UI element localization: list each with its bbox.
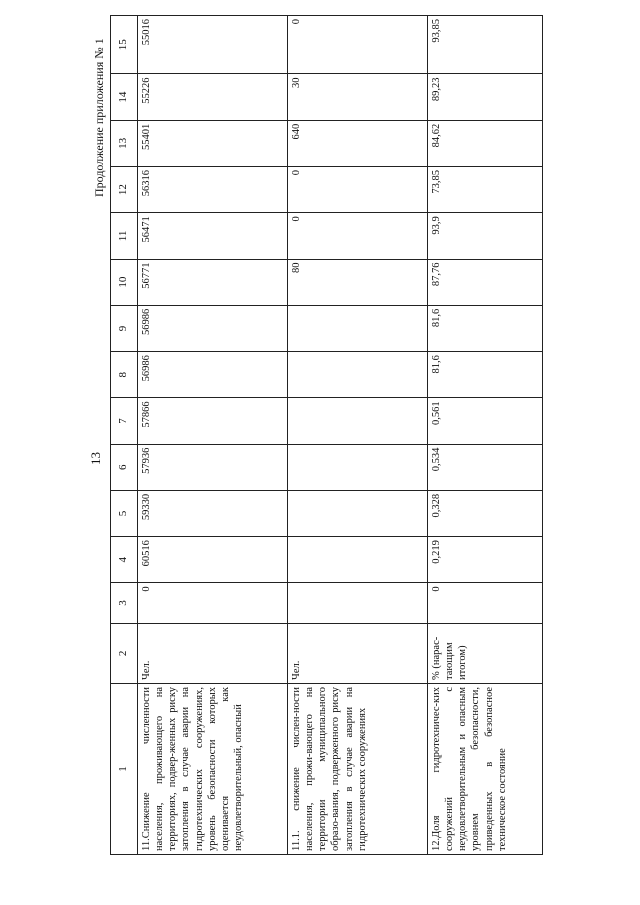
- unit-cell: % (нарас-тающим итогом): [428, 623, 543, 683]
- indicator-name: 12.Доля гидротехничес-ких сооружений с неудовлетворительным и опасным уровнем безопасности, приведенных в безопасное техническое состояние: [428, 683, 543, 854]
- value-cell: [288, 583, 428, 623]
- value-cell: 0: [288, 16, 428, 74]
- value-cell: [288, 490, 428, 536]
- value-cell: [288, 444, 428, 490]
- value-cell: 0,561: [428, 398, 543, 444]
- indicator-name: 11.Снижение численности населения, проживающего на территориях, подвер-женных риску затопления в случае аварии на гидротехнических сооружениях, уровень безопасности которых оценивается как неудовлетворительный, опасный: [138, 683, 288, 854]
- continuation-title: Продолжение приложения № 1: [92, 38, 106, 197]
- table-row: [138, 16, 288, 855]
- value-cell: 73,85: [428, 167, 543, 213]
- column-header-11: 11: [111, 213, 138, 259]
- value-cell: 640: [288, 120, 428, 166]
- value-cell: 60516: [138, 537, 288, 583]
- column-header-2: 2: [111, 623, 138, 683]
- column-header-7: 7: [111, 398, 138, 444]
- value-cell: 81,6: [428, 352, 543, 398]
- value-cell: 56986: [138, 352, 288, 398]
- value-cell: 57866: [138, 398, 288, 444]
- unit-cell: Чел.: [138, 623, 288, 683]
- table-row: [288, 16, 428, 855]
- page-number: 13: [88, 452, 103, 465]
- value-cell: 56316: [138, 167, 288, 213]
- value-cell: 0,328: [428, 490, 543, 536]
- value-cell: 57936: [138, 444, 288, 490]
- column-header-15: 15: [111, 16, 138, 74]
- value-cell: [288, 305, 428, 351]
- value-cell: [288, 398, 428, 444]
- column-header-8: 8: [111, 352, 138, 398]
- value-cell: 0: [288, 213, 428, 259]
- value-cell: 93,85: [428, 16, 543, 74]
- value-cell: 84,62: [428, 120, 543, 166]
- column-header-10: 10: [111, 259, 138, 305]
- column-header-12: 12: [111, 167, 138, 213]
- value-cell: 0: [428, 583, 543, 623]
- value-cell: 81,6: [428, 305, 543, 351]
- value-cell: 56986: [138, 305, 288, 351]
- value-cell: 56471: [138, 213, 288, 259]
- unit-cell: Чел.: [288, 623, 428, 683]
- column-header-4: 4: [111, 537, 138, 583]
- column-header-1: 1: [111, 683, 138, 854]
- value-cell: 0,219: [428, 537, 543, 583]
- value-cell: 55401: [138, 120, 288, 166]
- value-cell: 0,534: [428, 444, 543, 490]
- header-row: [111, 16, 138, 855]
- value-cell: 0: [288, 167, 428, 213]
- data-table: [110, 15, 543, 855]
- value-cell: 0: [138, 583, 288, 623]
- column-header-5: 5: [111, 490, 138, 536]
- value-cell: [288, 352, 428, 398]
- column-header-6: 6: [111, 444, 138, 490]
- column-header-14: 14: [111, 74, 138, 120]
- value-cell: 59330: [138, 490, 288, 536]
- table-row: [428, 16, 543, 855]
- value-cell: 89,23: [428, 74, 543, 120]
- value-cell: 87,76: [428, 259, 543, 305]
- value-cell: 30: [288, 74, 428, 120]
- value-cell: 55016: [138, 16, 288, 74]
- column-header-9: 9: [111, 305, 138, 351]
- value-cell: 55226: [138, 74, 288, 120]
- value-cell: [288, 537, 428, 583]
- value-cell: 56771: [138, 259, 288, 305]
- indicator-name: 11.1. снижение числен-ности населения, прожи-вающего на территории муниципального образо-вания, подверженного риску затопления в случае аварии на гидротехнических сооружениях: [288, 683, 428, 854]
- column-header-3: 3: [111, 583, 138, 623]
- value-cell: 80: [288, 259, 428, 305]
- column-header-13: 13: [111, 120, 138, 166]
- value-cell: 93,9: [428, 213, 543, 259]
